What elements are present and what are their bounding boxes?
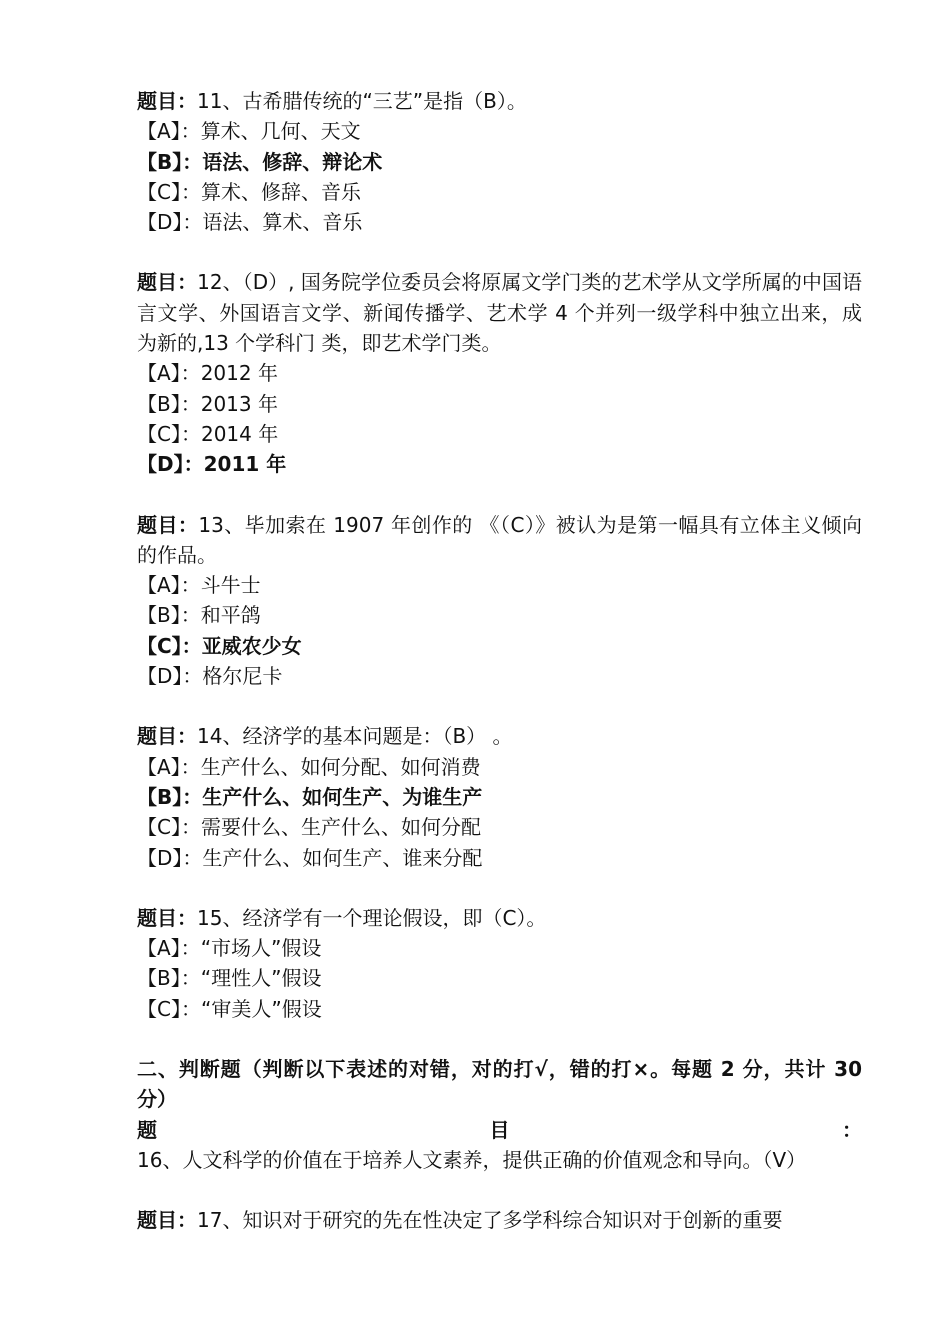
document-page [137,86,862,1236]
question-label: 题目： [137,1117,862,1142]
option-d-correct: 【D】：2011 年 [137,452,287,477]
question-17 [137,1205,862,1235]
question-12 [137,267,862,479]
question-label: 题目： [137,89,197,113]
option-b: 【B】：和平鸽 [137,603,261,628]
question-label: 题目： [137,905,197,930]
option-a: 【A】：算术、几何、天文 [137,119,361,144]
question-text: 14、经济学的基本问题是：（B） 。 [197,724,513,749]
section-heading: 二、判断题（判断以下表述的对错，对的打√，错的打×。每题 2 分，共计 30 分） [137,1057,862,1112]
question-text: 11、古希腊传统的“三艺”是指（B）。 [197,89,527,113]
option-c: 【C】：2014 年 [137,421,279,446]
question-stem [137,86,862,116]
question-stem [137,903,862,933]
question-label: 题目： [137,724,197,749]
question-14 [137,721,862,872]
option-a: 【A】：2012 年 [137,361,278,386]
question-13 [137,510,862,692]
option-b-correct: 【B】：生产什么、如何生产、为谁生产 [137,784,483,809]
question-label: 题目： [137,1208,197,1233]
option-d: 【D】：生产什么、如何生产、谁来分配 [137,845,483,870]
question-stem [137,267,862,358]
question-label: 题目： [137,512,199,537]
question-text: 15、经济学有一个理论假设，即（C）。 [197,905,547,930]
question-text: 17、知识对于研究的先在性决定了多学科综合知识对于创新的重要 [197,1208,783,1233]
option-b: 【B】：2013 年 [137,391,278,416]
question-text: 13、毕加索在 1907 年创作的 《（C）》被认为是第一幅具有立体主义倾向的作品。 [137,512,862,567]
option-c: 【C】：“审美人”假设 [137,996,322,1021]
option-a: 【A】：斗牛士 [137,573,261,598]
question-stem [137,1205,862,1235]
option-c: 【C】：算术、修辞、音乐 [137,179,361,204]
question-text: 16、人文科学的价值在于培养人文素养，提供正确的价值观念和导向。（V） [137,1147,807,1172]
question-text: 12、（D）, 国务院学位委员会将原属文学门类的艺术学从文学所属的中国语言文学、外国语言文学、新闻传播学、艺术学 4 个并列一级学科中独立出来，成为新的,13 个学科门 类，即艺术学门类。 [137,270,862,356]
question-16 [137,1115,862,1176]
option-c-correct: 【C】：亚威农少女 [137,633,302,658]
question-15 [137,903,862,1024]
question-label: 题目： [137,270,198,295]
option-d: 【D】：语法、算术、音乐 [137,210,363,235]
question-stem [137,1115,862,1176]
question-stem [137,721,862,751]
option-d: 【D】：格尔尼卡 [137,664,283,689]
option-b-correct: 【B】：语法、修辞、辩论术 [137,149,383,174]
option-a: 【A】：“市场人”假设 [137,936,322,961]
question-11 [137,86,862,237]
option-a: 【A】：生产什么、如何分配、如何消费 [137,754,481,779]
question-stem [137,510,862,571]
option-c: 【C】：需要什么、生产什么、如何分配 [137,815,481,840]
option-b: 【B】：“理性人”假设 [137,966,322,991]
